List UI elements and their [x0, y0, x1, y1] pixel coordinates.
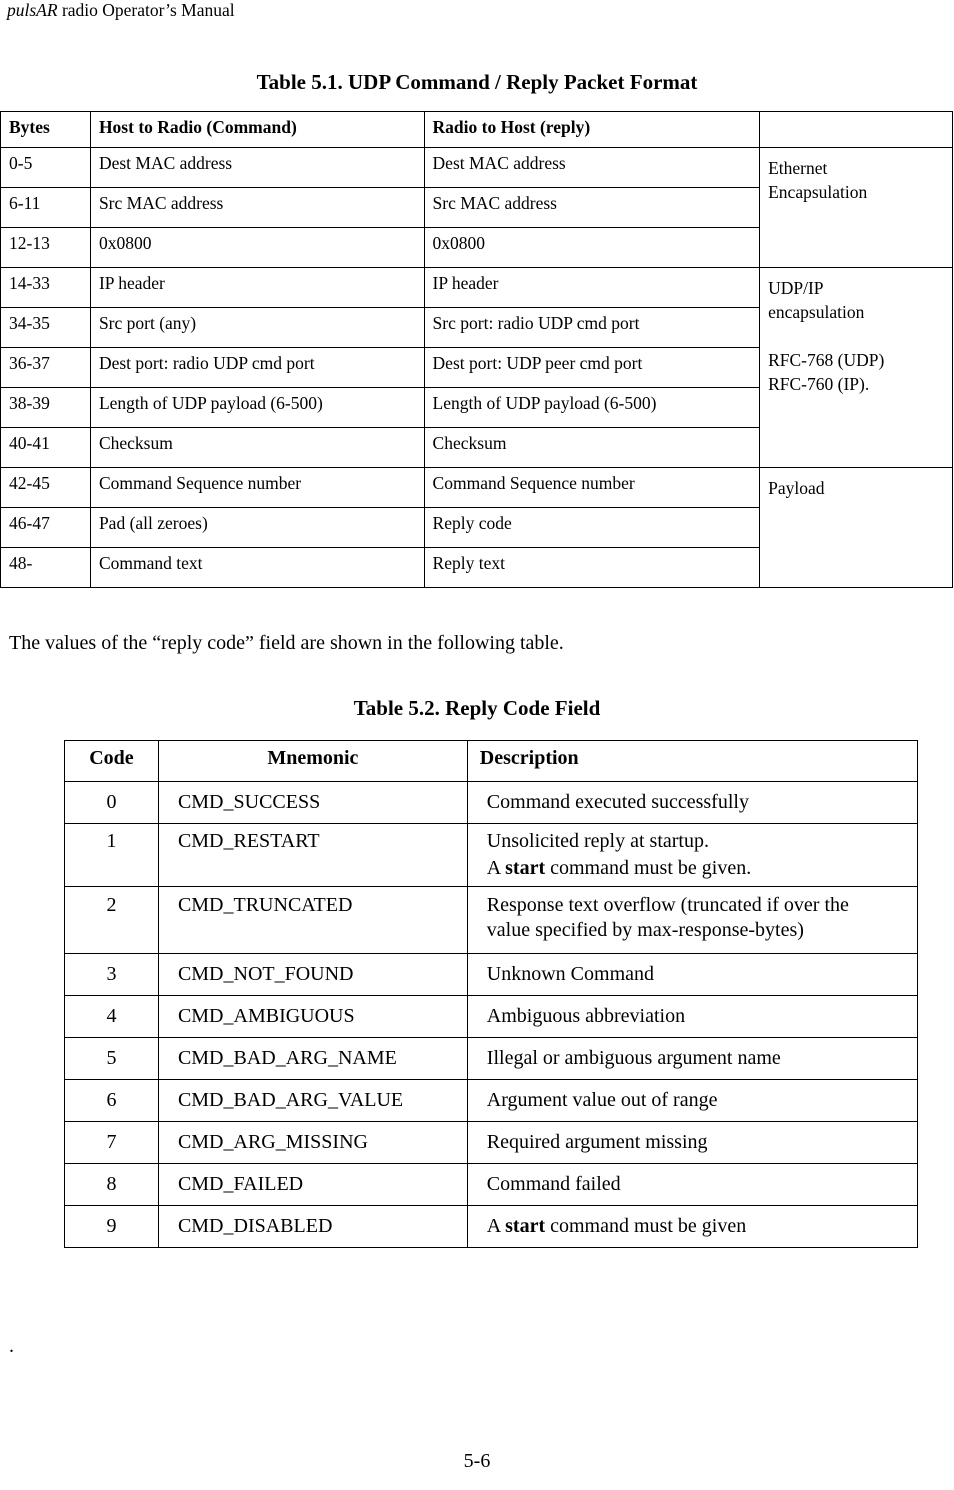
- description-text: command must be given.: [545, 857, 752, 879]
- code-cell: 9: [65, 1206, 159, 1248]
- reply-cell: Length of UDP payload (6-500): [424, 388, 760, 428]
- description-cell: Unknown Command: [467, 954, 917, 996]
- table-row: [65, 1080, 918, 1122]
- code-cell: 3: [65, 954, 159, 996]
- description-text: value specified by max-response-bytes): [486, 919, 804, 941]
- description-cell: Ambiguous abbreviation: [467, 996, 917, 1038]
- command-cell: Checksum: [90, 428, 424, 468]
- table-row: [65, 782, 918, 824]
- group-label: RFC-760 (IP).: [768, 374, 870, 394]
- column-header: Mnemonic: [158, 741, 467, 782]
- description-text: Unsolicited reply at startup.: [486, 830, 709, 852]
- command-cell: Dest MAC address: [90, 148, 424, 188]
- description-cell: Required argument missing: [467, 1122, 917, 1164]
- bytes-cell: 12-13: [1, 228, 91, 268]
- reply-cell: Dest MAC address: [424, 148, 760, 188]
- command-cell: 0x0800: [90, 228, 424, 268]
- mnemonic-cell: CMD_TRUNCATED: [158, 887, 467, 954]
- command-cell: Command Sequence number: [90, 468, 424, 508]
- code-cell: 6: [65, 1080, 159, 1122]
- bytes-cell: 6-11: [1, 188, 91, 228]
- mnemonic-cell: CMD_RESTART: [158, 824, 467, 887]
- table-header-row: [1, 112, 953, 148]
- group-label: Ethernet: [768, 158, 828, 178]
- command-cell: Pad (all zeroes): [90, 508, 424, 548]
- description-text: Response text overflow (truncated if over the: [486, 894, 849, 916]
- description-cell: [467, 887, 917, 954]
- column-header: Host to Radio (Command): [90, 112, 424, 148]
- mnemonic-cell: CMD_AMBIGUOUS: [158, 996, 467, 1038]
- table-row: [65, 954, 918, 996]
- group-label: encapsulation: [768, 302, 865, 322]
- command-cell: Dest port: radio UDP cmd port: [90, 348, 424, 388]
- column-header: Description: [467, 741, 917, 782]
- description-cell: [467, 1206, 917, 1248]
- description-text: A: [486, 1215, 506, 1237]
- group-udp-ip-encapsulation: [760, 268, 953, 468]
- running-header: [7, 0, 235, 21]
- code-cell: 1: [65, 824, 159, 887]
- description-text: A: [486, 857, 506, 879]
- code-cell: 2: [65, 887, 159, 954]
- group-label: UDP/IP: [768, 278, 824, 298]
- code-cell: 0: [65, 782, 159, 824]
- header-title: radio Operator’s Manual: [57, 0, 235, 20]
- bytes-cell: 46-47: [1, 508, 91, 548]
- description-bold: start: [505, 857, 546, 879]
- description-text: command must be given: [545, 1215, 747, 1237]
- bytes-cell: 40-41: [1, 428, 91, 468]
- bytes-cell: 42-45: [1, 468, 91, 508]
- description-cell: Argument value out of range: [467, 1080, 917, 1122]
- group-label: RFC-768 (UDP): [768, 350, 885, 370]
- code-cell: 7: [65, 1122, 159, 1164]
- table-row: [65, 1164, 918, 1206]
- reply-cell: Checksum: [424, 428, 760, 468]
- header-brand: pulsAR: [7, 0, 58, 20]
- mnemonic-cell: CMD_FAILED: [158, 1164, 467, 1206]
- page-number: 5-6: [463, 1450, 491, 1472]
- table-row: [65, 1206, 918, 1248]
- command-cell: IP header: [90, 268, 424, 308]
- code-cell: 8: [65, 1164, 159, 1206]
- table-row: [1, 148, 953, 188]
- column-header: Bytes: [1, 112, 91, 148]
- mnemonic-cell: CMD_BAD_ARG_VALUE: [158, 1080, 467, 1122]
- bytes-cell: 14-33: [1, 268, 91, 308]
- command-cell: Src MAC address: [90, 188, 424, 228]
- bytes-cell: 34-35: [1, 308, 91, 348]
- column-header: Code: [65, 741, 159, 782]
- reply-cell: Src port: radio UDP cmd port: [424, 308, 760, 348]
- description-cell: [467, 824, 917, 887]
- description-cell: Command executed successfully: [467, 782, 917, 824]
- udp-packet-format-table: [0, 111, 953, 588]
- table-row: [65, 824, 918, 887]
- reply-cell: Dest port: UDP peer cmd port: [424, 348, 760, 388]
- mnemonic-cell: CMD_NOT_FOUND: [158, 954, 467, 996]
- table-row: [65, 996, 918, 1038]
- mnemonic-cell: CMD_ARG_MISSING: [158, 1122, 467, 1164]
- bytes-cell: 48-: [1, 548, 91, 588]
- description-bold: start: [505, 1215, 546, 1237]
- code-cell: 4: [65, 996, 159, 1038]
- mnemonic-cell: CMD_SUCCESS: [158, 782, 467, 824]
- reply-cell: Reply text: [424, 548, 760, 588]
- bytes-cell: 0-5: [1, 148, 91, 188]
- bytes-cell: 36-37: [1, 348, 91, 388]
- table2-caption: Table 5.2. Reply Code Field: [353, 696, 601, 720]
- table-row: [65, 1122, 918, 1164]
- table-row: [65, 1038, 918, 1080]
- trailing-period: .: [9, 1335, 14, 1357]
- table-row: [1, 268, 953, 308]
- reply-cell: Command Sequence number: [424, 468, 760, 508]
- bytes-cell: 38-39: [1, 388, 91, 428]
- description-cell: Illegal or ambiguous argument name: [467, 1038, 917, 1080]
- code-cell: 5: [65, 1038, 159, 1080]
- mnemonic-cell: CMD_DISABLED: [158, 1206, 467, 1248]
- group-payload: Payload: [760, 468, 953, 588]
- column-header: [760, 112, 953, 148]
- body-paragraph: The values of the “reply code” field are shown in the following table.: [9, 632, 564, 654]
- reply-cell: IP header: [424, 268, 760, 308]
- command-cell: Src port (any): [90, 308, 424, 348]
- reply-cell: 0x0800: [424, 228, 760, 268]
- command-cell: Command text: [90, 548, 424, 588]
- group-label: Encapsulation: [768, 182, 868, 202]
- reply-code-table: [64, 740, 918, 1248]
- mnemonic-cell: CMD_BAD_ARG_NAME: [158, 1038, 467, 1080]
- table-row: [65, 887, 918, 954]
- description-cell: Command failed: [467, 1164, 917, 1206]
- table-row: [1, 468, 953, 508]
- reply-cell: Src MAC address: [424, 188, 760, 228]
- command-cell: Length of UDP payload (6-500): [90, 388, 424, 428]
- table-header-row: [65, 741, 918, 782]
- column-header: Radio to Host (reply): [424, 112, 760, 148]
- group-ethernet-encapsulation: [760, 148, 953, 268]
- table1-caption: Table 5.1. UDP Command / Reply Packet Format: [256, 70, 698, 94]
- reply-cell: Reply code: [424, 508, 760, 548]
